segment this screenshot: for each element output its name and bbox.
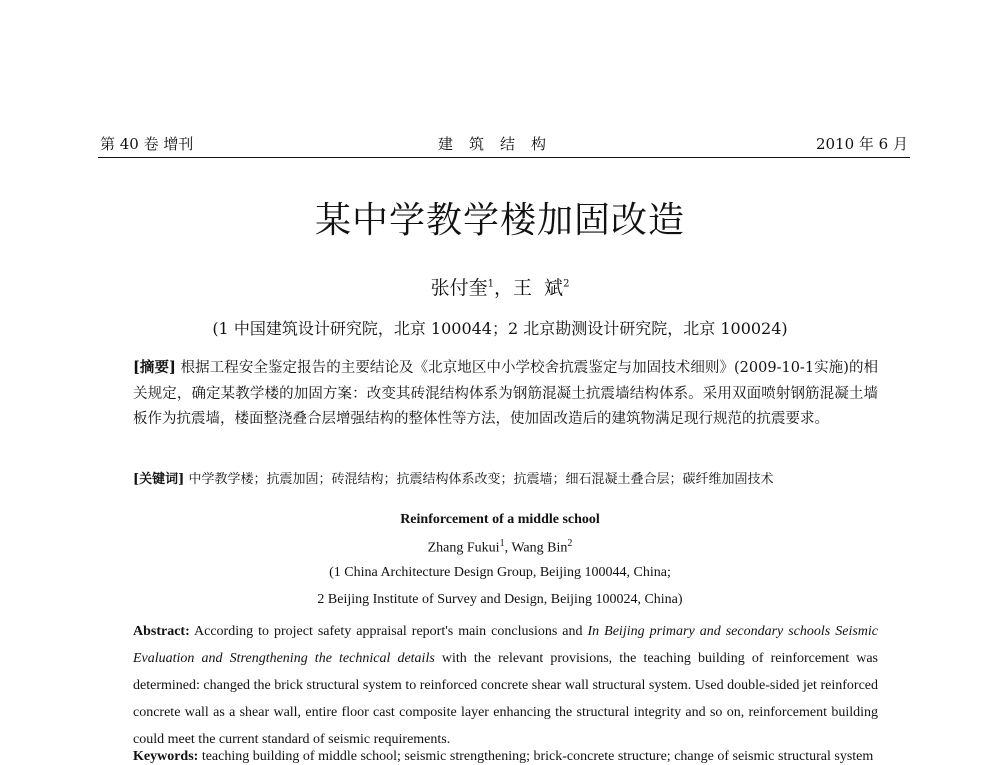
authors-en [0, 538, 1000, 557]
keywords-cn-text: 中学教学楼；抗震加固；砖混结构；抗震结构体系改变；抗震墙；细石混凝土叠合层；碳纤维加固技术 [188, 472, 774, 487]
affiliation-en-line-2: 2 Beijing Institute of Survey and Design, Beijing 100024, China) [317, 592, 683, 607]
abstract-cn-text: 根据工程安全鉴定报告的主要结论及《北京地区中小学校舍抗震鉴定与加固技术细则》(2009-10-1实施)的相关规定，确定某教学楼的加固方案：改变其砖混结构体系为钢筋混凝土抗震墙结构体系。采用双面喷射钢筋混凝土墙板作为抗震墙，楼面整浇叠合层增强结构的整体性等方法，使加固改造后的建筑物满足现行规范的抗震要求。 [133, 360, 879, 427]
journal-name: 建筑结构 [437, 135, 562, 153]
keywords-cn-label: [关键词] [133, 472, 185, 487]
abstract-en-text-2: with the relevant provisions, the teaching building of reinforcement was determined: changed the brick structural system to reinforced concrete shear wall structural system. Used double-sided jet reinforced concrete wall as a shear wall, entire floor cast composite layer enhancing the structural integrity and so on, reinforcement building could meet the current standard of seismic requirements. [133, 651, 878, 747]
affiliation-en-line-1: (1 China Architecture Design Group, Beijing 100044, China; [329, 565, 671, 580]
author-2-cn: 王 斌 [512, 277, 564, 299]
author-separator-en: , [504, 540, 512, 556]
keywords-en-label: Keywords: [133, 749, 199, 764]
keywords-en-text: teaching building of middle school; seismic strengthening; brick-concrete structure; change of seismic structural system [201, 749, 874, 764]
abstract-en-text-1: According to project safety appraisal report's main conclusions and [194, 624, 583, 639]
journal-volume: 第 40 卷 增刊 [100, 135, 194, 153]
author-1-cn-mark: 1 [487, 278, 494, 290]
article-title: 某中学教学楼加固改造 [314, 200, 685, 241]
keywords-en [133, 749, 878, 765]
keywords-cn [133, 467, 878, 493]
abstract-cn-label: [摘要] [133, 359, 176, 376]
authors-cn [0, 273, 1000, 300]
abstract-en-cited-title: In Beijing primary and secondary schools Seismic Evaluation and Strengthening the technical details [133, 624, 878, 666]
author-2-en-mark: 2 [567, 538, 573, 549]
author-1-cn: 张付奎 [430, 277, 488, 299]
author-separator-cn: ， [493, 277, 513, 299]
affiliations-cn: (1 中国建筑设计研究院，北京 100044；2 北京勘测设计研究院，北京 100024) [212, 319, 788, 338]
abstract-en-label: Abstract: [133, 624, 190, 639]
author-2-cn-mark: 2 [563, 278, 570, 290]
author-1-en: Zhang Fukui [427, 540, 500, 556]
author-1-en-mark: 1 [499, 538, 505, 549]
issue-date: 2010 年 6 月 [815, 135, 908, 153]
author-2-en: Wang Bin [511, 540, 568, 556]
abstract-en [133, 618, 878, 753]
abstract-cn [133, 355, 878, 433]
article-title-en: Reinforcement of a middle school [400, 512, 600, 527]
header-rule [98, 157, 910, 158]
